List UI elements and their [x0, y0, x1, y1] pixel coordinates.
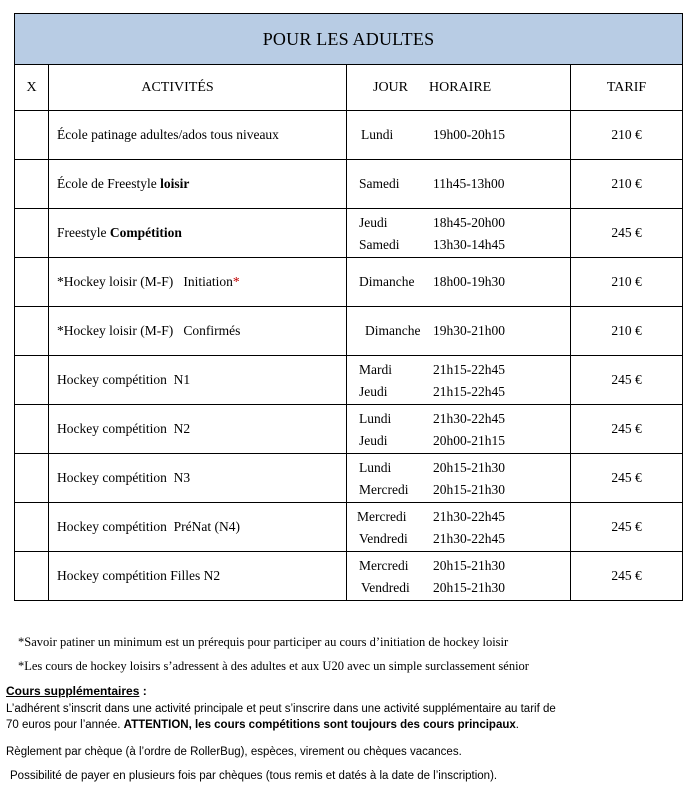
- extra-courses-heading: [6, 684, 147, 698]
- schedule-slot: [347, 125, 570, 145]
- schedule-cell: [347, 405, 571, 454]
- slot-day: Mercredi: [359, 482, 409, 497]
- row-select-cell[interactable]: [15, 552, 49, 601]
- slot-day: Vendredi: [361, 580, 410, 595]
- activity-cell: [49, 552, 347, 601]
- table-row: [15, 356, 683, 405]
- table-header-row: [15, 65, 683, 111]
- row-select-cell[interactable]: [15, 503, 49, 552]
- activity-level: Compétition: [109, 225, 182, 240]
- extra-courses-text-1: L’adhérent s’inscrit dans une activité principale et peut s’inscrire dans une activité supplémentaire au tarif de: [6, 703, 556, 715]
- extra-courses-colon: :: [139, 684, 147, 698]
- table-row: [15, 307, 683, 356]
- header-time: HORAIRE: [429, 79, 492, 95]
- table-row: [15, 405, 683, 454]
- table-row: [15, 454, 683, 503]
- slot-time: 19h00-20h15: [433, 127, 505, 142]
- slot-day: Lundi: [359, 411, 392, 426]
- activity-name: École patinage adultes/ados tous niveaux: [57, 127, 279, 142]
- header-x: X: [15, 65, 49, 111]
- note-loisir-age: *Les cours de hockey loisirs s’adressent à des adultes et aux U20 avec un simple surclassement sénior: [18, 659, 529, 673]
- schedule-slot: [347, 213, 570, 233]
- activity-level: loisir: [160, 176, 190, 191]
- schedule-cell: [347, 160, 571, 209]
- activity-name: Hockey compétition PréNat (N4): [57, 519, 240, 534]
- activity-name: École de Freestyle: [57, 176, 161, 191]
- row-select-cell[interactable]: [15, 405, 49, 454]
- table-title: POUR LES ADULTES: [15, 14, 683, 65]
- extra-courses-text-2-end: .: [515, 719, 519, 731]
- schedule-slot: [347, 458, 570, 478]
- payment-installments: Possibilité de payer en plusieurs fois par chèques (tous remis et datés à la date de l’inscription).: [10, 770, 498, 782]
- slot-day: Lundi: [359, 460, 392, 475]
- activity-cell: [49, 111, 347, 160]
- payment-methods: Règlement par chèque (à l’ordre de RollerBug), espèces, virement ou chèques vacances.: [6, 746, 462, 758]
- price-cell: 245 €: [571, 356, 683, 405]
- extra-courses-title: Cours supplémentaires: [6, 684, 140, 698]
- slot-day: Dimanche: [365, 323, 421, 338]
- price-cell: 245 €: [571, 405, 683, 454]
- slot-day: Mardi: [359, 362, 392, 377]
- adult-activities-table: [14, 13, 683, 601]
- price-cell: 245 €: [571, 503, 683, 552]
- activity-cell: [49, 258, 347, 307]
- schedule-cell: [347, 552, 571, 601]
- slot-time: 20h15-21h30: [433, 460, 505, 475]
- row-select-cell[interactable]: [15, 111, 49, 160]
- activity-name: *Hockey loisir (M-F) Initiation: [57, 274, 233, 289]
- table-row: [15, 552, 683, 601]
- slot-time: 20h15-21h30: [433, 482, 505, 497]
- table-row: [15, 258, 683, 307]
- slot-time: 18h45-20h00: [433, 215, 505, 230]
- activity-name: Hockey compétition Filles N2: [57, 568, 221, 583]
- row-select-cell[interactable]: [15, 160, 49, 209]
- price-cell: 210 €: [571, 307, 683, 356]
- schedule-slot: [347, 321, 570, 341]
- slot-day: Vendredi: [359, 531, 408, 546]
- slot-day: Mercredi: [357, 509, 407, 524]
- schedule-slot: [347, 174, 570, 194]
- header-day: JOUR: [373, 79, 409, 95]
- price-cell: 210 €: [571, 258, 683, 307]
- activity-cell: [49, 454, 347, 503]
- activity-cell: [49, 307, 347, 356]
- schedule-slot: [347, 272, 570, 292]
- table-row: [15, 503, 683, 552]
- slot-day: Jeudi: [359, 384, 388, 399]
- header-activities: ACTIVITÉS: [49, 65, 347, 111]
- schedule-slot: [347, 382, 570, 402]
- schedule-slot: [347, 480, 570, 500]
- row-select-cell[interactable]: [15, 356, 49, 405]
- slot-day: Dimanche: [359, 274, 415, 289]
- extra-courses-warning: ATTENTION, les cours compétitions sont toujours des cours principaux: [123, 719, 516, 731]
- activity-name: Hockey compétition N1: [57, 372, 191, 387]
- price-cell: 210 €: [571, 111, 683, 160]
- activity-cell: [49, 503, 347, 552]
- activity-cell: [49, 356, 347, 405]
- price-cell: 245 €: [571, 552, 683, 601]
- slot-day: Jeudi: [359, 433, 388, 448]
- row-select-cell[interactable]: [15, 454, 49, 503]
- note-initiation: *Savoir patiner un minimum est un prérequis pour participer au cours d’initiation de hockey loisir: [18, 635, 509, 649]
- activity-cell: [49, 160, 347, 209]
- slot-day: Mercredi: [359, 558, 409, 573]
- row-select-cell[interactable]: [15, 209, 49, 258]
- schedule-slot: [347, 529, 570, 549]
- price-cell: 245 €: [571, 454, 683, 503]
- slot-time: 20h00-21h15: [433, 433, 505, 448]
- slot-time: 20h15-21h30: [433, 558, 505, 573]
- schedule-cell: [347, 356, 571, 405]
- activity-asterisk: *: [232, 274, 240, 289]
- slot-day: Lundi: [361, 127, 394, 142]
- extra-courses-text-2: [6, 719, 519, 731]
- schedule-cell: [347, 209, 571, 258]
- activity-name: *Hockey loisir (M-F) Confirmés: [57, 323, 241, 338]
- slot-time: 19h30-21h00: [433, 323, 505, 338]
- extra-courses-text-2-start: 70 euros pour l’année.: [6, 719, 124, 731]
- price-cell: 245 €: [571, 209, 683, 258]
- slot-time: 21h15-22h45: [433, 362, 505, 377]
- schedule-cell: [347, 454, 571, 503]
- activity-name: Hockey compétition N2: [57, 421, 191, 436]
- header-price: TARIF: [571, 65, 683, 111]
- row-select-cell[interactable]: [15, 258, 49, 307]
- slot-time: 21h30-22h45: [433, 531, 505, 546]
- slot-day: Jeudi: [359, 215, 388, 230]
- row-select-cell[interactable]: [15, 307, 49, 356]
- table-body: [15, 111, 683, 601]
- slot-time: 20h15-21h30: [433, 580, 505, 595]
- schedule-slot: [347, 431, 570, 451]
- table-row: [15, 209, 683, 258]
- slot-time: 11h45-13h00: [433, 176, 505, 191]
- schedule-slot: [347, 360, 570, 380]
- schedule-cell: [347, 307, 571, 356]
- schedule-slot: [347, 235, 570, 255]
- header-day-time: [347, 65, 571, 111]
- table-row: [15, 160, 683, 209]
- schedule-slot: [347, 409, 570, 429]
- slot-day: Samedi: [359, 176, 400, 191]
- slot-time: 18h00-19h30: [433, 274, 505, 289]
- table-row: [15, 111, 683, 160]
- slot-time: 21h15-22h45: [433, 384, 505, 399]
- schedule-slot: [347, 556, 570, 576]
- activity-name: Freestyle: [57, 225, 110, 240]
- slot-time: 21h30-22h45: [433, 509, 505, 524]
- schedule-cell: [347, 503, 571, 552]
- schedule-slot: [347, 507, 570, 527]
- schedule-slot: [347, 578, 570, 598]
- slot-day: Samedi: [359, 237, 400, 252]
- activity-cell: [49, 209, 347, 258]
- slot-time: 13h30-14h45: [433, 237, 505, 252]
- price-cell: 210 €: [571, 160, 683, 209]
- activity-cell: [49, 405, 347, 454]
- schedule-cell: [347, 111, 571, 160]
- schedule-cell: [347, 258, 571, 307]
- slot-time: 21h30-22h45: [433, 411, 505, 426]
- activity-name: Hockey compétition N3: [57, 470, 191, 485]
